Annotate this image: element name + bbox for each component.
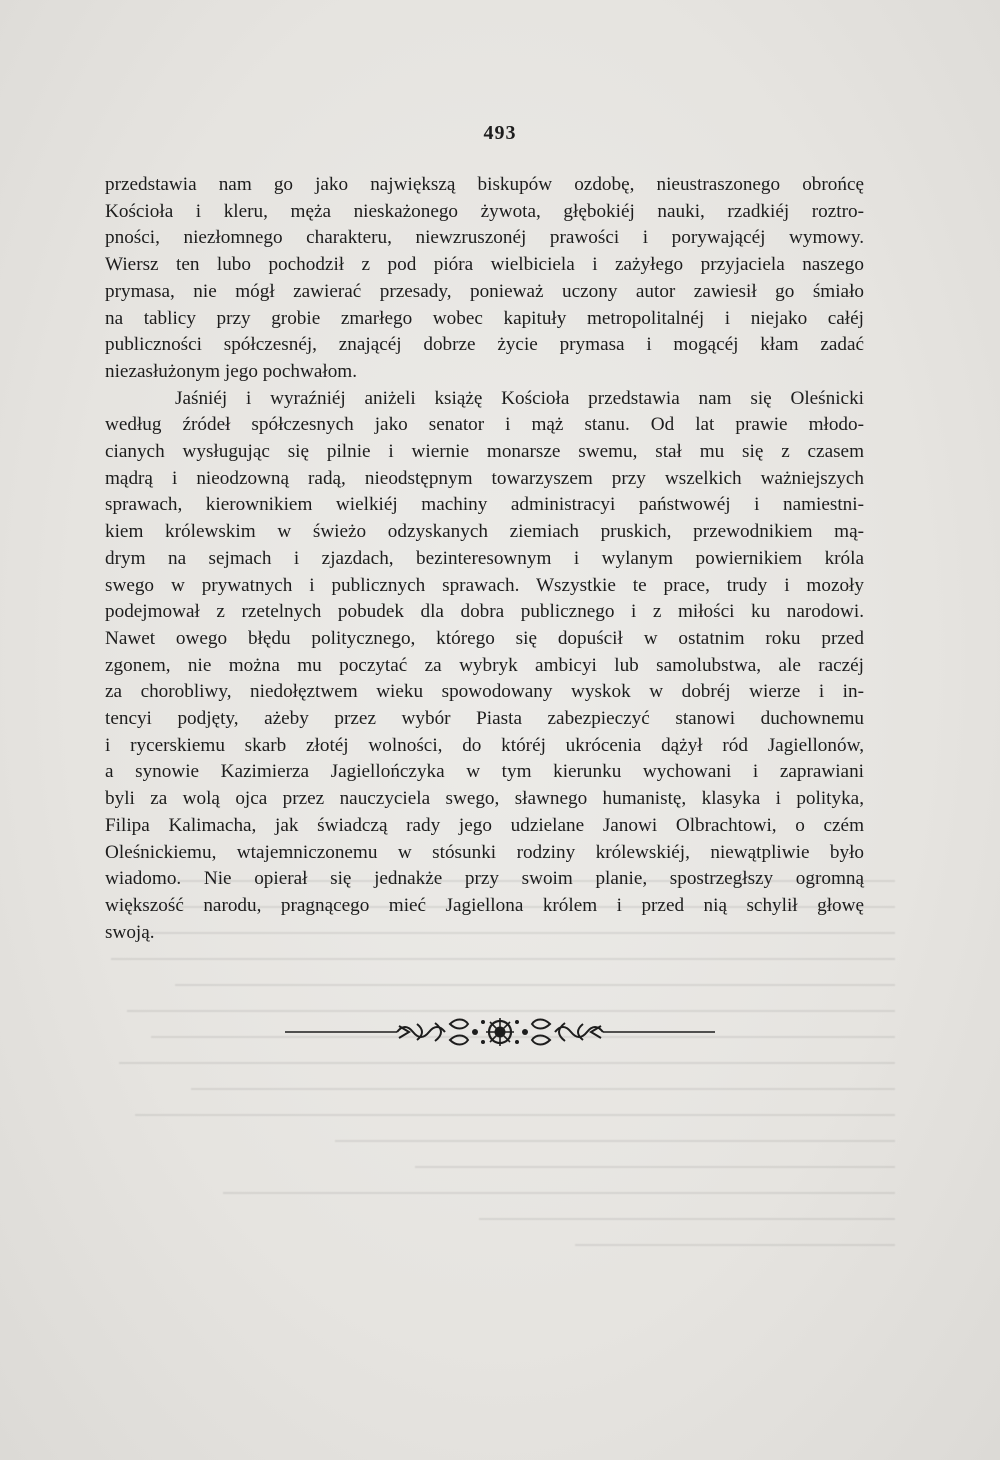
text-line: prymasa, nie mógł zawierać przesady, ponieważ uczony autor zawiesił go śmiało [105, 280, 864, 302]
text-line: Jaśniéj i wyraźniéj aniżeli książę Kościoła przedstawia nam się Oleśnicki [175, 387, 864, 409]
text-line: podejmował z rzetelnych pobudek dla dobra publicznego i z miłości ku narodowi. [105, 601, 864, 623]
text-line: publiczności spółczesnéj, znającéj dobrze życie prymasa i mogącéj kłam zadać [105, 334, 864, 356]
text-line: swego w prywatnych i publicznych sprawach. Wszystkie te prace, trudy i mozoły [105, 574, 864, 596]
text-line: cianych wysługując się pilnie i wiernie monarsze swemu, stał mu się z czasem [105, 441, 864, 463]
body-text [105, 172, 864, 946]
text-line: Wiersz ten lubo pochodził z pod pióra wielbiciela i zażyłego przyjaciela naszego [105, 254, 864, 276]
text-line: mądrą i nieodzowną radą, nieodstępnym towarzyszem przy wszelkich ważniejszych [105, 467, 864, 489]
text-line: niezasłużonym jego pochwałom. [105, 360, 358, 382]
text-line: przedstawia nam go jako największą biskupów ozdobę, nieustraszonego obrońcę [105, 174, 864, 195]
text-line: według źródeł spółczesnych jako senator i mąż stanu. Od lat prawie młodo- [105, 414, 864, 436]
text-line: większość narodu, pragnącego mieć Jagiellona królem i przed nią schylił głowę [105, 894, 864, 916]
text-line: tencyi podjęty, ażeby przez wybór Piasta zabezpieczyć stanowi duchownemu [105, 708, 864, 730]
text-line: Kościoła i kleru, męża nieskażonego żywota, głębokiéj nauki, rzadkiéj roztro- [105, 200, 864, 222]
text-line: sprawach, kierownikiem wielkiéj machiny administracyi państwowéj i namiestni- [105, 494, 864, 516]
paragraph-1 [105, 172, 864, 386]
text-line: zgonem, nie można mu poczytać za wybryk ambicyi lub samolubstwa, ale raczéj [105, 654, 864, 676]
text-line: pności, niezłomnego charakteru, niewzruszonéj prawości i porywającéj wymowy. [105, 227, 864, 249]
text-line: drym na sejmach i zjazdach, bezinteresownym i wylanym powiernikiem króla [105, 547, 864, 569]
paragraph-2 [105, 386, 864, 947]
text-line: byli za wolą ojca przez nauczyciela swego, sławnego humanistę, klasyka i polityka, [105, 788, 864, 810]
page-number: 493 [483, 122, 517, 144]
text-line: i rycerskiemu skarb złotéj wolności, do któréj ukrócenia dążył ród Jagiellonów, [105, 734, 864, 756]
text-line: swoją. [105, 921, 155, 943]
end-ornament [285, 1010, 715, 1046]
text-line: Filipa Kalimacha, jak świadczą rady jego udzielane Janowi Olbrachtowi, o czém [105, 814, 864, 836]
text-line: a synowie Kazimierza Jagiellończyka w tym kierunku wychowani i zaprawiani [105, 761, 864, 783]
text-line: kiem królewskim w świeżo odzyskanych ziemiach pruskich, przewodnikiem mą- [105, 521, 864, 543]
text-line: Nawet owego błędu politycznego, którego się dopuścił w ostatnim roku przed [105, 627, 864, 649]
text-line: na tablicy przy grobie zmarłego wobec kapituły metropolitalnéj i niejako całéj [105, 307, 864, 329]
text-line: Oleśnickiemu, wtajemniczonemu w stósunki rodziny królewskiéj, niewątpliwie było [105, 841, 864, 863]
text-line: wiadomo. Nie opierał się jednakże przy swoim planie, spostrzegłszy ogromną [105, 868, 864, 890]
text-line: za chorobliwy, niedołęztwem wieku spowodowany wyskok w dobréj wierze i in- [105, 681, 864, 703]
